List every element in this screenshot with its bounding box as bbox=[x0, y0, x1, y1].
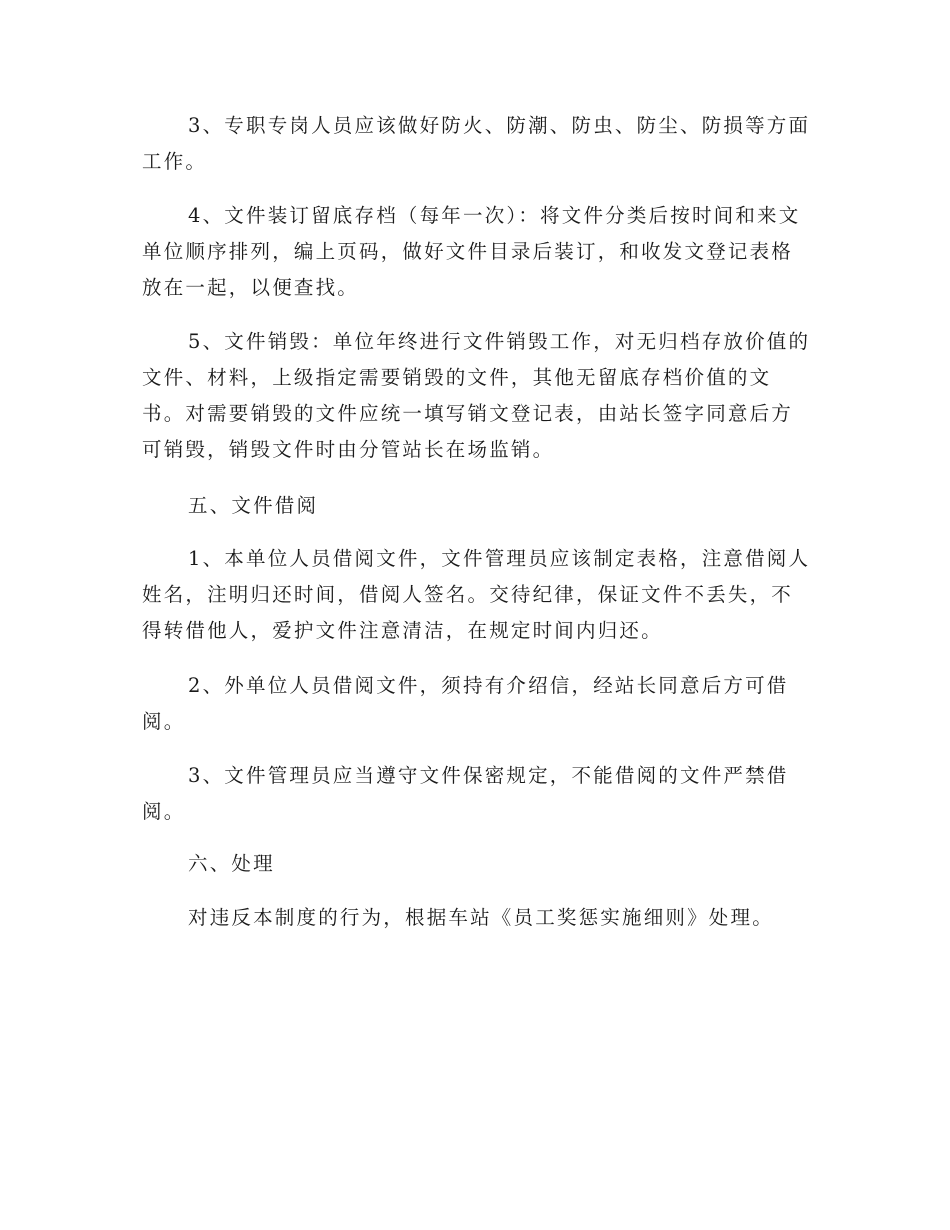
section-heading-borrowing: 五、文件借阅 bbox=[188, 494, 319, 517]
paragraph-line: 阅。 bbox=[142, 800, 186, 823]
paragraph-line: 工作。 bbox=[142, 150, 208, 173]
paragraph-line: 姓名，注明归还时间，借阅人签名。交待纪律，保证文件不丢失，不 bbox=[142, 583, 794, 606]
paragraph-line: 3、文件管理员应当遵守文件保密规定，不能借阅的文件严禁借 bbox=[188, 764, 789, 787]
paragraph-protection-duties bbox=[142, 108, 812, 180]
paragraph-line: 得转借他人，爱护文件注意清洁，在规定时间内归还。 bbox=[142, 619, 663, 642]
paragraph-violation-handling bbox=[142, 900, 812, 936]
paragraph-binding-archive bbox=[142, 198, 812, 306]
paragraph-line: 5、文件销毁：单位年终进行文件销毁工作，对无归档存放价值的 bbox=[188, 330, 811, 353]
paragraph-line: 放在一起，以便查找。 bbox=[142, 276, 360, 299]
paragraph-line: 书。对需要销毁的文件应统一填写销文登记表，由站长签字同意后方 bbox=[142, 402, 794, 425]
section-heading-handling: 六、处理 bbox=[188, 852, 275, 875]
paragraph-line: 可销毁，销毁文件时由分管站长在场监销。 bbox=[142, 438, 555, 461]
paragraph-external-borrowing bbox=[142, 668, 812, 740]
paragraph-line: 1、本单位人员借阅文件，文件管理员应该制定表格，注意借阅人 bbox=[188, 547, 811, 570]
paragraph-line: 对违反本制度的行为，根据车站《员工奖惩实施细则》处理。 bbox=[188, 906, 774, 929]
paragraph-internal-borrowing bbox=[142, 541, 812, 649]
paragraph-line: 3、专职专岗人员应该做好防火、防潮、防虫、防尘、防损等方面 bbox=[188, 114, 811, 137]
paragraph-destruction bbox=[142, 324, 812, 468]
paragraph-line: 2、外单位人员借阅文件，须持有介绍信，经站长同意后方可借 bbox=[188, 674, 789, 697]
paragraph-confidentiality bbox=[142, 758, 812, 830]
paragraph-line: 单位顺序排列，编上页码，做好文件目录后装订，和收发文登记表格 bbox=[142, 240, 794, 263]
paragraph-line: 文件、材料，上级指定需要销毁的文件，其他无留底存档价值的文 bbox=[142, 366, 772, 389]
paragraph-line: 4、文件装订留底存档（每年一次）：将文件分类后按时间和来文 bbox=[188, 204, 801, 227]
paragraph-line: 阅。 bbox=[142, 710, 186, 733]
